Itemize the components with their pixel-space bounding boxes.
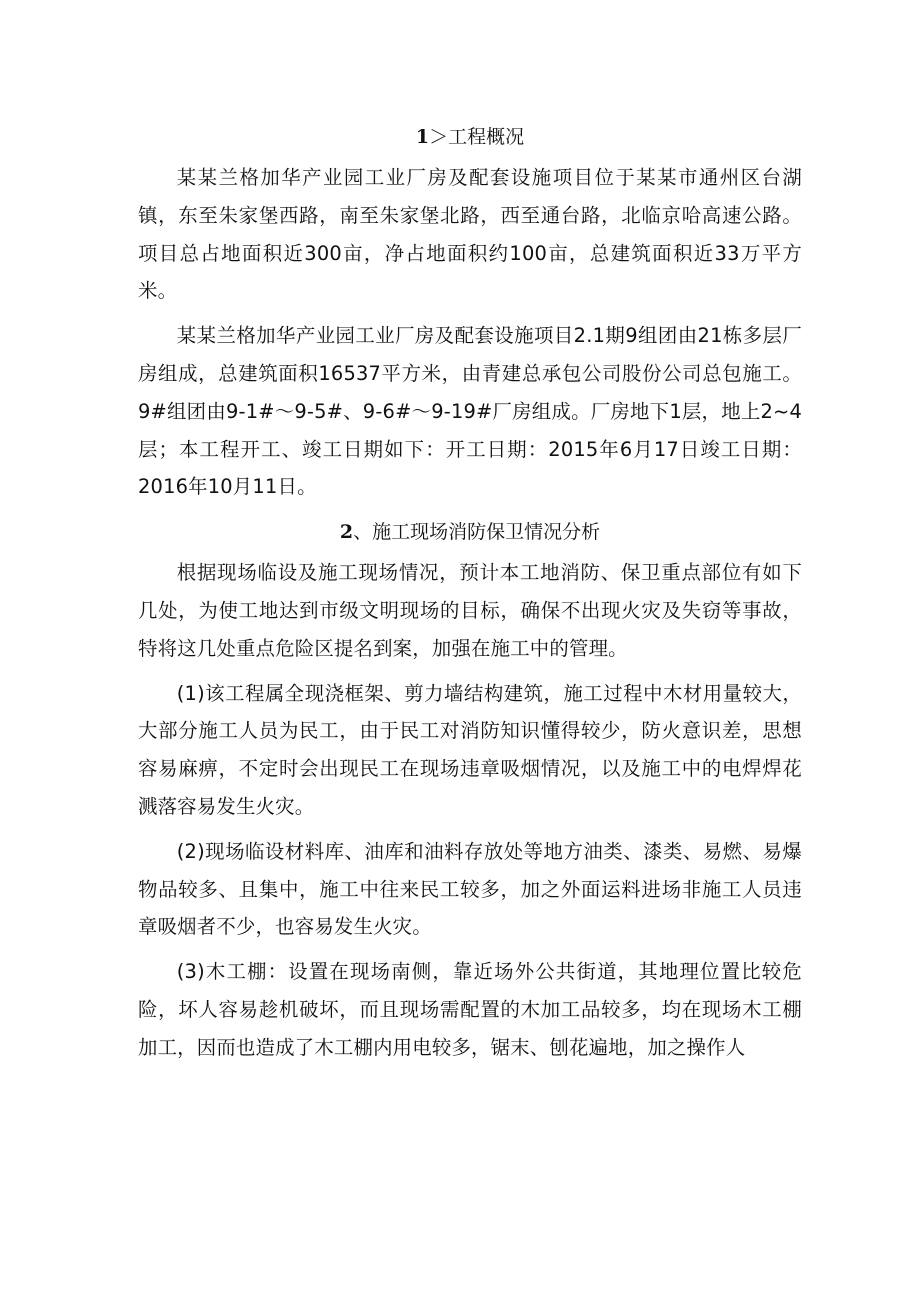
paragraph-item-2: (2)现场临设材料库、油库和油料存放处等地方油类、漆类、易燃、易爆物品较多、且集中，施工中往来民工较多，加之外面运料进场非施工人员违章吸烟者不少，也容易发生火灾。 [138, 839, 802, 939]
paragraph-location: 某某兰格加华产业园工业厂房及配套设施项目位于某某市通州区台湖镇，东至朱家堡西路，南至朱家堡北路，西至通台路，北临京哈高速公路。项目总占地面积近300亩，净占地面积约100亩，总建筑面积近33万平方米。 [138, 166, 802, 303]
paragraph-project-scope: 某某兰格加华产业园工业厂房及配套设施项目2.1期9组团由21栋多层厂房组成，总建筑面积16537平方米，由青建总承包公司股份公司总包施工。9#组团由9-1#～9-5#、9-6#～9-19#厂房组成。厂房地下1层，地上2~4层；本工程开工、竣工日期如下：开工日期：2015年6月17日竣工日期：2016年10月11日。 [138, 324, 802, 499]
section-heading-fire-security [138, 513, 802, 551]
paragraph-item-3: (3)木工棚：设置在现场南侧，靠近场外公共街道，其地理位置比较危险，坏人容易趁机破坏，而且现场需配置的木加工品较多，均在现场木工棚加工，因而也造成了木工棚内用电较多，锯末、刨花遍地，加之操作人 [138, 960, 802, 1059]
paragraph-intro: 根据现场临设及施工现场情况，预计本工地消防、保卫重点部位有如下几处，为使工地达到市级文明现场的目标，确保不出现火灾及失窃等事故，特将这几处重点危险区提名到案，加强在施工中的管理。 [138, 561, 802, 660]
section-number: 2 [339, 521, 354, 544]
section-title: 、施工现场消防保卫情况分析 [353, 521, 601, 544]
section-heading-overview [138, 118, 802, 156]
paragraph-item-1: (1)该工程属全现浇框架、剪力墙结构建筑，施工过程中木材用量较大，大部分施工人员为民工，由于民工对消防知识懂得较少，防火意识差，思想容易麻痹，不定时会出现民工在现场违章吸烟情况，以及施工中的电焊焊花溅落容易发生火灾。 [138, 681, 802, 818]
section-number: 1 [415, 126, 430, 148]
document-body [138, 118, 802, 1074]
section-title: ＞工程概况 [429, 126, 525, 148]
